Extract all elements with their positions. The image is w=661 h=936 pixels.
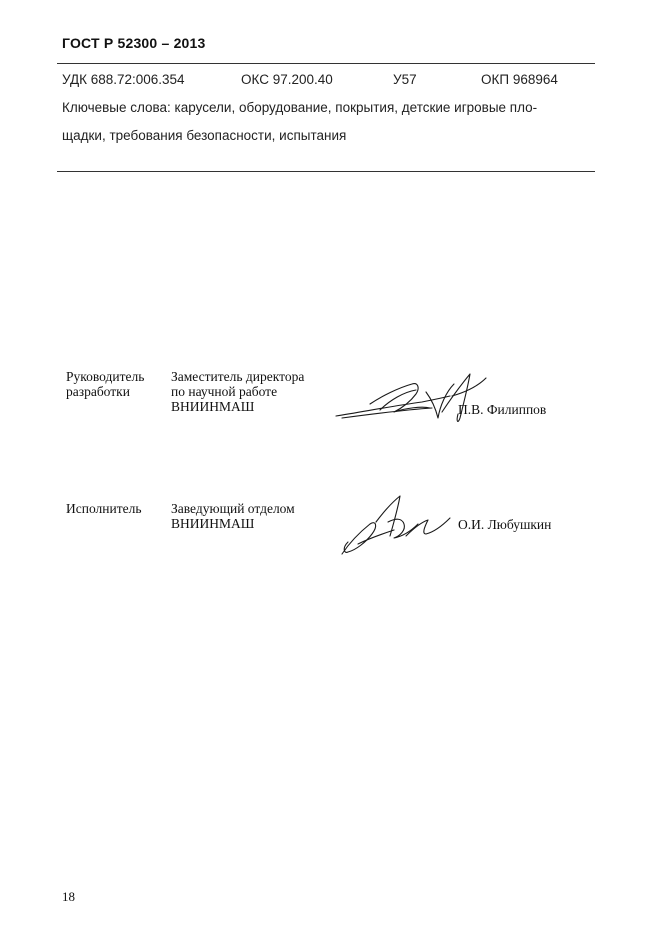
signature-1-name: П.В. Филиппов xyxy=(458,402,547,417)
document-header-title: ГОСТ Р 52300 – 2013 xyxy=(62,35,206,51)
signature-2-role: Исполнитель xyxy=(66,501,142,516)
handwritten-signature-1 xyxy=(332,366,492,432)
signature-2-name: О.И. Любушкин xyxy=(458,517,552,532)
keywords-line-1: Ключевые слова: карусели, оборудование, покрытия, детские игровые пло- xyxy=(62,100,538,115)
bottom-rule xyxy=(57,171,595,172)
signature-1-position: Заместитель директора по научной работе ВНИИНМАШ xyxy=(171,369,305,414)
oks-code: ОКС 97.200.40 xyxy=(241,72,333,87)
okp-code: ОКП 968964 xyxy=(481,72,558,87)
u-code: У57 xyxy=(393,72,417,87)
signature-1-role: Руководитель разработки xyxy=(66,369,145,399)
handwritten-signature-2 xyxy=(336,492,460,558)
udk-code: УДК 688.72:006.354 xyxy=(62,72,185,87)
keywords-line-2: щадки, требования безопасности, испытания xyxy=(62,128,347,143)
top-rule xyxy=(57,63,595,64)
page-number: 18 xyxy=(62,889,75,904)
signature-2-position: Заведующий отделом ВНИИНМАШ xyxy=(171,501,295,531)
